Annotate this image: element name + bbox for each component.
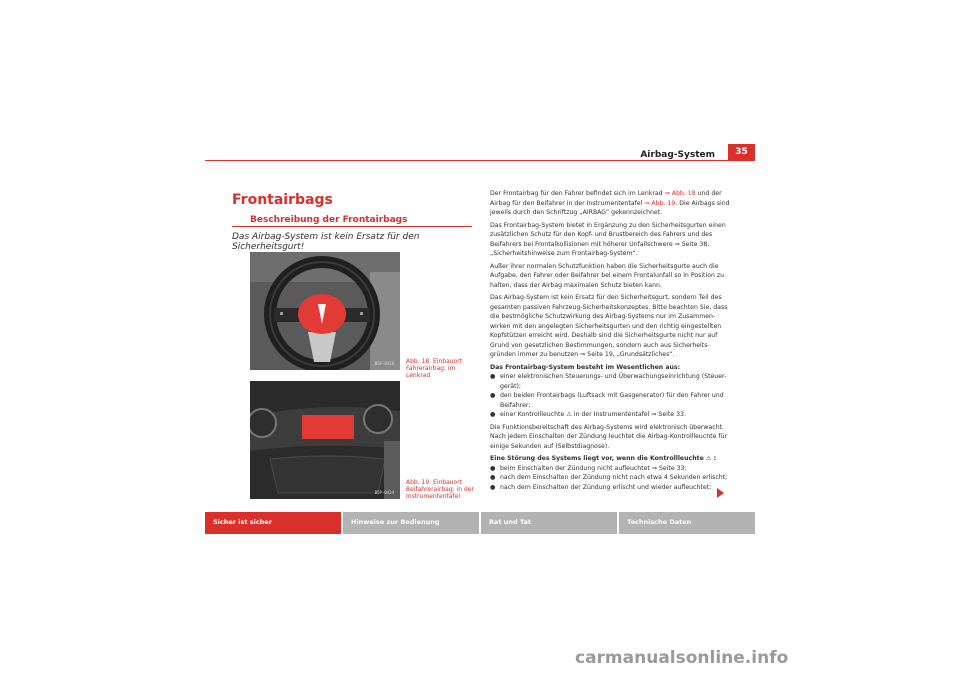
list-item: [490, 473, 735, 483]
figure-code: B5P-0418: [374, 361, 394, 366]
paragraph-5: Die Funktionsbereitschaft des Airbag-Systems wird elektronisch überwacht. Nach jedem Einschalten der Zündung leuchtet die Airbag-Kontrollleuchte für einige Sekunden auf (Selbstdiagnose).: [490, 423, 728, 450]
footer-nav: [205, 512, 755, 534]
list-heading-components: Das Frontairbag-System besteht im Wesentlichen aus:: [490, 363, 681, 371]
caption-text: Einbauort Fahrerairbag: im Lenkrad: [406, 358, 463, 379]
watermark-text: carmanualsonline.info: [575, 648, 789, 668]
list-item-text: nach dem Einschalten der Zündung erlischt und wieder aufleuchtet;: [500, 483, 712, 491]
bullet-icon: ●: [490, 464, 496, 472]
paragraph-2: Das Frontairbag-System bietet in Ergänzung zu den Sicherheitsgurten einen zusätzlichen Schutz für den Kopf- und Brustbereich des Fahrers und des Beifahrers bei Frontalkollisionen mit höherer Unfallschwere ⇒ Seite 38, „Sicherheitshinweise zum Frontairbag-System“.: [490, 221, 726, 257]
bullet-icon: ●: [490, 392, 496, 399]
figure-reference-link[interactable]: ⇒ Abb. 18: [664, 190, 696, 197]
figure-dashboard: [250, 381, 400, 499]
list-item: [490, 464, 735, 474]
footer-tab-sicher-ist-sicher[interactable]: Sicher ist sicher: [205, 512, 341, 534]
figure-steering-wheel: [250, 252, 400, 370]
section-title: Frontairbags: [232, 192, 333, 208]
list-item-text: beim Einschalten der Zündung nicht aufleuchtet ⇒ Seite 33;: [500, 464, 687, 472]
footer-tab-hinweise-zur-bedienung[interactable]: Hinweise zur Bedienung: [343, 512, 479, 534]
caption-label: Abb. 18: [406, 358, 430, 365]
paragraph-3: Außer ihrer normalen Schutzfunktion haben die Sicherheitsgurte auch die Aufgabe, den Fahrer oder Beifahrer bei einem Frontalunfall so in Position zu halten, dass der Airbag maximalen Schutz bieten kann.: [490, 262, 725, 289]
dashboard-illustration: [250, 381, 400, 499]
bullet-icon: ●: [490, 474, 496, 481]
list-item: [490, 391, 735, 410]
paragraph-text: und der Airbag für den Beifahrer in der Instrumententafel: [490, 190, 722, 207]
footer-tab-rat-und-tat[interactable]: Rat und Tat: [481, 512, 617, 534]
caption-label: Abb. 19: [406, 479, 430, 486]
lead-text: Das Airbag-System ist kein Ersatz für den Sicherheitsgurt!: [232, 232, 420, 252]
figure-reference-link[interactable]: ⇒ Abb. 19: [644, 199, 676, 207]
paragraph-1: [490, 189, 735, 218]
list-item-text: einer elektronischen Steuerungs- und Überwachungseinrichtung (Steuer- gerät);: [500, 373, 727, 390]
continue-arrow-icon: [717, 488, 724, 498]
figure-code: B5P-0434: [374, 490, 394, 495]
figure-caption-19: [406, 479, 476, 500]
body-text: [490, 189, 735, 492]
figure-caption-18: [406, 358, 476, 379]
list-heading-faults: Eine Störung des Systems liegt vor, wenn die Kontrollleuchte ⚠ :: [490, 455, 717, 462]
running-header-title: Airbag-System: [640, 150, 715, 160]
section-subtitle: Beschreibung der Frontairbags: [250, 215, 408, 225]
steering-wheel-illustration: [250, 252, 400, 370]
list-item: [490, 410, 735, 420]
list-item-text: einer Kontrollleuchte ⚠ in der Instrumententafel ⇒ Seite 33.: [500, 411, 686, 418]
paragraph-text: Der Frontairbag für den Fahrer befindet sich im Lenkrad: [490, 190, 665, 197]
bullet-icon: ●: [490, 411, 496, 418]
list-item: [490, 483, 735, 493]
bullet-icon: ●: [490, 483, 496, 491]
footer-tab-technische-daten[interactable]: Technische Daten: [619, 512, 755, 534]
page-number: 35: [728, 144, 755, 160]
paragraph-4: Das Airbag-System ist kein Ersatz für den Sicherheitsgurt, sondern Teil des gesamten passiven Fahrzeug-Sicherheitskonzeptes. Bitte beachten Sie, dass die bestmögliche Schutzwirkung des Airbag-Systems nur im Zusammen- wirken mit den angelegten Sicherheitsgurten und den richtig eingestellten Kopfstützen erreicht wird. Deshalb sind die Sicherheitsgurte nicht nur auf Grund von gesetzlichen Bestimmungen, sondern auch aus Sicherheits- gründen immer zu benutzen ⇒ Seite 19, „Grundsätzliches“.: [490, 294, 728, 358]
list-item: [490, 372, 735, 391]
paragraph-text: . Die Airbags sind jeweils durch den Schriftzug „AIRBAG“ gekennzeichnet.: [490, 199, 730, 216]
bullet-icon: ●: [490, 373, 496, 380]
caption-text: Einbauort Beifahrerairbag: in der Instrumententafel: [406, 479, 474, 500]
list-item-text: den beiden Frontairbags (Luftsack mit Gasgenerator) für den Fahrer und Beifahrer;: [500, 392, 724, 409]
header-divider: [205, 160, 755, 161]
subtitle-divider: [232, 226, 472, 227]
list-item-text: nach dem Einschalten der Zündung nicht nach etwa 4 Sekunden erlischt;: [500, 474, 728, 481]
